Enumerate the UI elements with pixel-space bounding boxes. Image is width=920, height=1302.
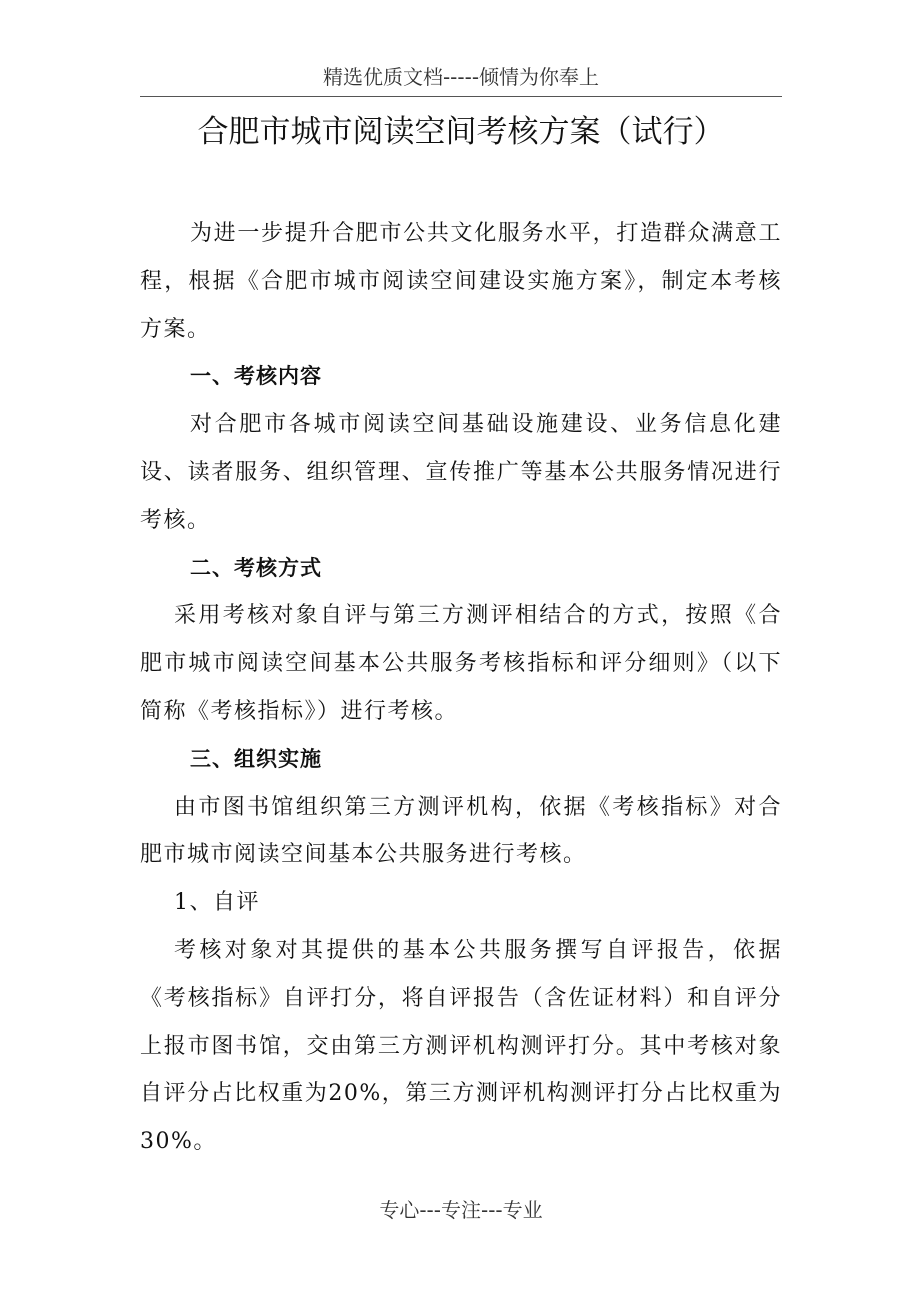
section-implementation-paragraph: 由市图书馆组织第三方测评机构，依据《考核指标》对合肥市城市阅读空间基本公共服务进行考核。 [140, 794, 782, 868]
footer-text: 专心---专注---专业 [379, 1198, 543, 1222]
intro-paragraph: 为进一步提升合肥市公共文化服务水平，打造群众满意工程，根据《合肥市城市阅读空间建设实施方案》，制定本考核方案。 [140, 221, 782, 342]
section-heading-content: 一、考核内容 [190, 364, 322, 389]
page-header [140, 62, 782, 97]
page-footer [140, 1196, 782, 1224]
document-title: 合肥市城市阅读空间考核方案（试行） [197, 114, 725, 150]
section-heading-implementation: 三、组织实施 [190, 746, 322, 771]
section-heading-method: 二、考核方式 [190, 555, 322, 580]
document-body [140, 210, 782, 1166]
subsection-heading-self-evaluation: 1、自评 [174, 890, 260, 916]
subsection-self-evaluation-paragraph: 考核对象对其提供的基本公共服务撰写自评报告，依据《考核指标》自评打分，将自评报告（含佐证材料）和自评分上报市图书馆，交由第三方测评机构测评打分。其中考核对象自评分占比权重为20%，第三方测评机构测评打分占比权重为30%。 [140, 937, 782, 1155]
section-method-paragraph: 采用考核对象自评与第三方测评相结合的方式，按照《合肥市城市阅读空间基本公共服务考核指标和评分细则》（以下简称《考核指标》）进行考核。 [140, 603, 782, 724]
section-content-paragraph: 对合肥市各城市阅读空间基础设施建设、业务信息化建设、读者服务、组织管理、宣传推广等基本公共服务情况进行考核。 [140, 412, 782, 533]
header-text: 精选优质文档-----倾情为你奉上 [322, 65, 600, 89]
